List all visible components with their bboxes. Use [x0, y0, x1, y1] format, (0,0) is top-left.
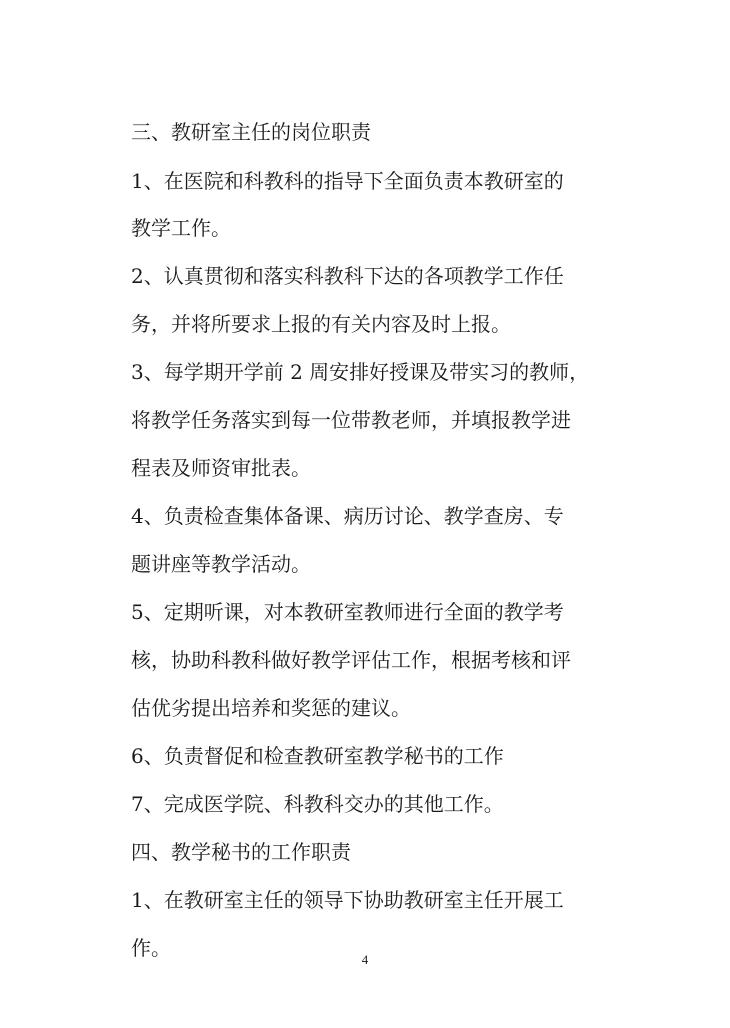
text-line: 核，协助科教科做好教学评估工作，根据考核和评 [131, 648, 571, 672]
section-heading-3: 三、教研室主任的岗位职责 [131, 120, 371, 144]
text-line: 作。 [131, 936, 171, 960]
text-line: 1、在医院和科教科的指导下全面负责本教研室的 [131, 169, 564, 193]
section-heading-4: 四、教学秘书的工作职责 [131, 840, 351, 864]
text-line: 5、定期听课，对本教研室教师进行全面的教学考 [131, 600, 564, 624]
text-line: 教学工作。 [131, 216, 231, 240]
text-line: 6、负责督促和检查教研室教学秘书的工作 [131, 744, 504, 768]
text-line: 务，并将所要求上报的有关内容及时上报。 [131, 312, 511, 336]
text-line: 7、完成医学院、科教科交办的其他工作。 [131, 792, 504, 816]
text-line: 程表及师资审批表。 [131, 456, 311, 480]
text-line: 1、在教研室主任的领导下协助教研室主任开展工 [131, 888, 564, 912]
text-line: 2、认真贯彻和落实科教科下达的各项教学工作任 [131, 264, 564, 288]
page-number: 4 [361, 952, 369, 967]
text-line: 题讲座等教学活动。 [131, 552, 311, 576]
text-line: 估优劣提出培养和奖惩的建议。 [131, 696, 411, 720]
text-line: 4、负责检查集体备课、病历讨论、教学查房、专 [131, 504, 564, 528]
text-line: 将教学任务落实到每一位带教老师，并填报教学进 [131, 408, 571, 432]
text-line: 3、每学期开学前 2 周安排好授课及带实习的教师， [131, 360, 590, 384]
